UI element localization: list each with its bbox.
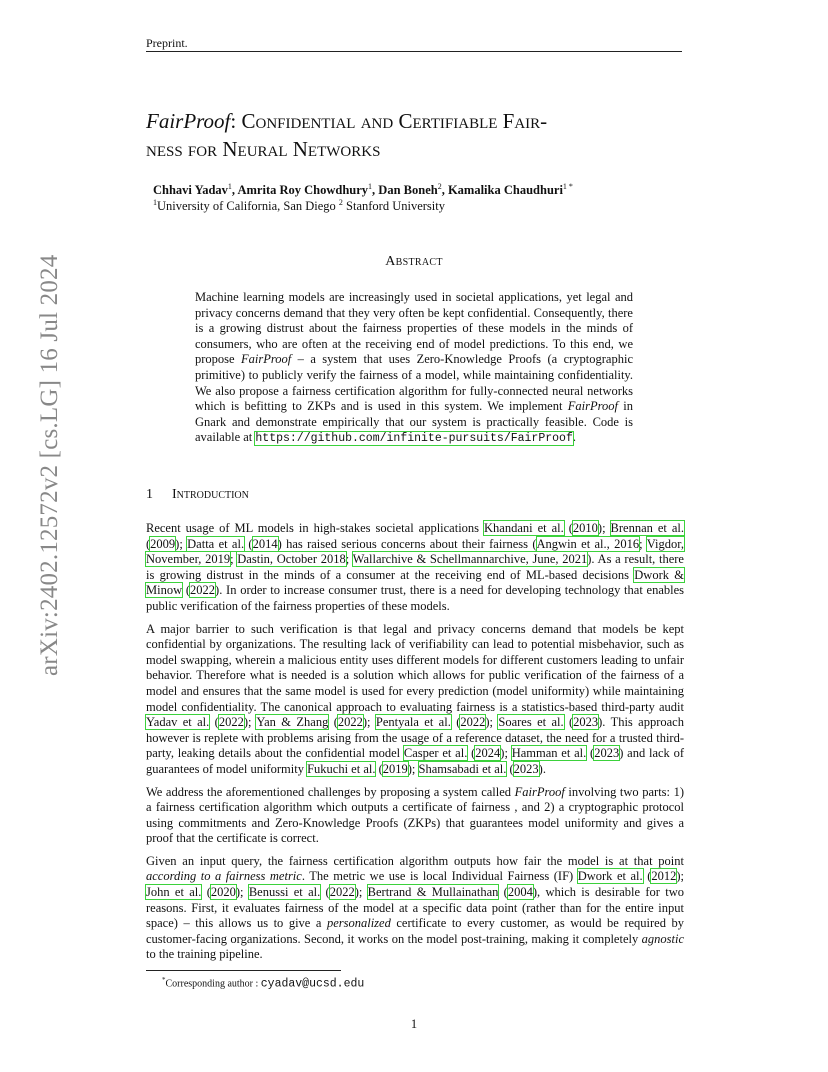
text: ( — [201, 885, 211, 900]
text: . The metric we use is local Individual Fairness (IF) — [301, 869, 578, 884]
abstract-body — [195, 290, 633, 447]
citation-link[interactable]: 2009 — [150, 536, 176, 551]
section-body — [146, 521, 684, 970]
text: involving two parts: 1) a fairness certification algorithm which outputs a certificate of fairness , and 2) a cryptographic protocol using commitments and Zero-Knowledge Proofs (ZKPs) that guarantees model uniformity and gives a proof that the certificate is correct. — [146, 784, 684, 846]
text: ); — [354, 885, 368, 900]
text: Recent usage of ML models in high-stakes societal applications — [146, 521, 485, 535]
paragraph — [146, 854, 684, 963]
page-number: 1 — [410, 1017, 418, 1031]
citation-link[interactable]: 2004 — [507, 885, 533, 900]
text: ( — [506, 761, 514, 776]
author-name: Kamalika Chaudhuri — [447, 183, 563, 198]
citation-link[interactable]: 2022 — [337, 715, 363, 730]
running-header: Preprint. — [146, 36, 188, 50]
citation-link[interactable]: Hamman et al. — [511, 746, 587, 761]
text: ( — [328, 715, 338, 730]
header-rule — [146, 51, 682, 52]
text: ; — [230, 552, 238, 567]
citation-link[interactable]: 2023 — [594, 746, 620, 761]
text: ( — [563, 521, 573, 535]
author-mark: 2 — [437, 182, 442, 191]
citation-link[interactable]: Benussi et al. — [248, 885, 321, 900]
citation-link[interactable]: 2012 — [651, 869, 677, 884]
emphasis: agnostic — [641, 931, 684, 946]
text: ); — [676, 869, 685, 884]
footnote-rule — [146, 970, 341, 971]
affil-mark: 1 — [153, 198, 157, 207]
paragraph — [146, 521, 684, 615]
citation-link[interactable]: 2020 — [210, 885, 236, 900]
text: to the training pipeline. — [146, 947, 263, 962]
paper-title — [146, 107, 706, 163]
text: ( — [586, 746, 595, 761]
citation-link[interactable]: Khandani et al. — [484, 521, 564, 535]
citation-link[interactable]: Fukuchi et al. — [307, 761, 376, 776]
text: ); — [243, 715, 257, 730]
abstract-heading: Abstract — [385, 254, 443, 269]
citation-link[interactable]: 2023 — [573, 715, 599, 730]
text: ). As a result, there is growing distrust in the minds of a consumer at the receiving end of ML-based decisions — [146, 552, 684, 582]
text: ( — [375, 761, 383, 776]
text: ( — [563, 715, 574, 730]
section-name: Introduction — [172, 487, 249, 502]
citation-link[interactable]: Soares et al. — [498, 715, 564, 730]
title-name: FairProof — [146, 109, 231, 133]
citation-link[interactable]: Dwork et al. — [577, 869, 643, 884]
citation-link[interactable]: 2022 — [329, 885, 355, 900]
footnote-label: Corresponding author : — [165, 978, 261, 990]
text: ); — [500, 746, 512, 761]
code-url-link[interactable]: https://github.com/infinite-pursuits/FairProof — [255, 432, 573, 446]
citation-link[interactable]: 2019 — [382, 761, 408, 776]
citation-link[interactable]: 2010 — [572, 521, 598, 535]
citation-link[interactable]: 2023 — [513, 761, 539, 776]
affil-mark: 2 — [338, 198, 343, 207]
author-name: Dan Boneh — [378, 183, 438, 198]
text: ) has raised serious concerns about their fairness ( — [277, 536, 537, 551]
text: ); — [175, 536, 188, 551]
abstract-system-name: FairProof — [567, 399, 618, 414]
citation-link[interactable]: Vigdor, November, 2019 — [146, 536, 685, 567]
text: ). — [538, 761, 546, 776]
text: ); — [362, 715, 376, 730]
citation-link[interactable]: Brennan et al. — [610, 521, 685, 535]
footnote — [162, 976, 364, 990]
citation-link[interactable]: Yadav et al. — [146, 715, 210, 730]
citation-link[interactable]: Casper et al. — [403, 746, 468, 761]
text: ( — [146, 536, 151, 551]
paragraph — [146, 622, 684, 778]
emphasis: personalized — [326, 916, 391, 931]
citation-link[interactable]: Angwin et al., 2016 — [536, 536, 640, 551]
footnote-mark: * — [162, 976, 166, 984]
citation-link[interactable]: Yan & Zhang — [256, 715, 329, 730]
affil-text: University of California, San Diego — [157, 199, 336, 214]
text: Given an input query, the fairness certification algorithm outputs how fair the model is at that point — [146, 853, 684, 868]
author-name: Amrita Roy Chowdhury — [237, 183, 369, 198]
text: ( — [182, 583, 191, 598]
citation-link[interactable]: 2022 — [190, 583, 216, 598]
system-name: FairProof — [514, 784, 565, 799]
text: ( — [467, 746, 476, 761]
text: We address the aforementioned challenges by proposing a system called — [146, 784, 515, 799]
text: ); — [407, 761, 419, 776]
title-rest-line1: : Confidential and Certifiable Fair- — [230, 109, 548, 133]
title-line2: ness for Neural Networks — [146, 137, 381, 161]
text: ), which is desirable for two reasons. First, it evaluates fairness of the model at a specific data point (rather than for the entire input space) – this allows us to give a — [146, 885, 685, 931]
abstract-text: in Gnark and demonstrate empirically that our system is practically feasible. Code is available at — [195, 399, 633, 445]
citation-link[interactable]: Pentyala et al. — [375, 715, 451, 730]
text: ( — [209, 715, 219, 730]
abstract-text: – a system that uses Zero-Knowledge Proofs (a cryptographic primitive) to publicly verify the fairness of a model, while maintaining confidentiality. We also propose a fairness certification algorithm for fully-connected neural networks which is befitting to ZKPs and is used in this system. We implement — [195, 352, 633, 414]
text: A major barrier to such verification is that legal and privacy concerns demand that models be kept confidential by organizations. The resulting lack of verifiability can lead to potential misbehavior, such as model swapping, wherein a malicious entity uses different models for different customers leading to unfair behavior. Therefore what is needed is a solution which allows for public verification of the fairness of a model and ensures that the same model is used for every prediction (model uniformity) while maintaining model confidentiality. The canonical approach to evaluating fairness is a statistics-based third-party audit — [146, 621, 684, 714]
text: ); — [235, 885, 249, 900]
text: ; — [639, 536, 647, 551]
emphasis: according to a fairness metric — [146, 869, 302, 884]
citation-link[interactable]: 2014 — [252, 536, 278, 551]
text: ). In order to increase consumer trust, there is a need for developing technology that enables public verification of the fairness properties of these models. — [146, 583, 685, 613]
text: ); — [485, 715, 499, 730]
footnote-email: cyadav@ucsd.edu — [260, 977, 365, 991]
text: ) and lack of guarantees of model uniformity — [146, 746, 684, 776]
citation-link[interactable]: Dastin, October 2018 — [237, 552, 346, 567]
text: ( — [642, 869, 652, 884]
author-mark: 1 * — [562, 182, 573, 191]
section-heading — [146, 487, 249, 503]
author-name: Chhavi Yadav — [153, 183, 228, 198]
text: ( — [498, 885, 508, 900]
author-mark: 1 — [368, 182, 373, 191]
abstract-system-name: FairProof — [241, 352, 292, 367]
citation-link[interactable]: John et al. — [146, 885, 202, 900]
citation-link[interactable]: 2024 — [475, 746, 501, 761]
citation-link[interactable]: 2022 — [218, 715, 244, 730]
text: ( — [320, 885, 330, 900]
text: ( — [450, 715, 461, 730]
text: ( — [244, 536, 253, 551]
text: ); — [597, 521, 611, 535]
citation-link[interactable]: Wallarchive & Schellmannarchive, June, 2021 — [352, 552, 588, 567]
text: certificate to every customer, as would be required by customer-facing organizations. Second, it works on the model post-training, making it completely — [146, 916, 684, 946]
section-number: 1 — [146, 487, 153, 502]
abstract-text: Machine learning models are increasingly used in societal applications, yet legal and privacy concerns demand that they very often be kept confidential. Consequently, there is a growing distrust about the fairness properties of these models in the minds of consumers, who are often at the receiving end of model predictions. To this end, we propose — [195, 290, 633, 367]
citation-link[interactable]: Datta et al. — [187, 536, 245, 551]
arxiv-identifier: arXiv:2402.12572v2 [cs.LG] 16 Jul 2024 — [36, 254, 63, 676]
citation-link[interactable]: 2022 — [460, 715, 486, 730]
author-list: Chhavi Yadav$^1$, Amrita Roy Chowdhury$^1$, Dan Boneh$^2$, Kamalika Chaudhuri$^{1 *}$ — [153, 182, 573, 198]
text: ). This approach however is replete with problems arising from the usage of a reference dataset, the need for a trusted third-party, leaking details about the confidential model — [146, 715, 684, 761]
text: ; — [345, 552, 353, 567]
author-mark: 1 — [227, 182, 232, 191]
citation-link[interactable]: Bertrand & Mullainathan — [367, 885, 499, 900]
affil-text: Stanford University — [342, 199, 445, 214]
paragraph — [146, 785, 684, 847]
citation-link[interactable]: Shamsabadi et al. — [418, 761, 507, 776]
affiliations — [153, 198, 445, 214]
citation-link[interactable]: Dwork & Minow — [146, 567, 684, 598]
abstract-end: . — [572, 430, 576, 445]
